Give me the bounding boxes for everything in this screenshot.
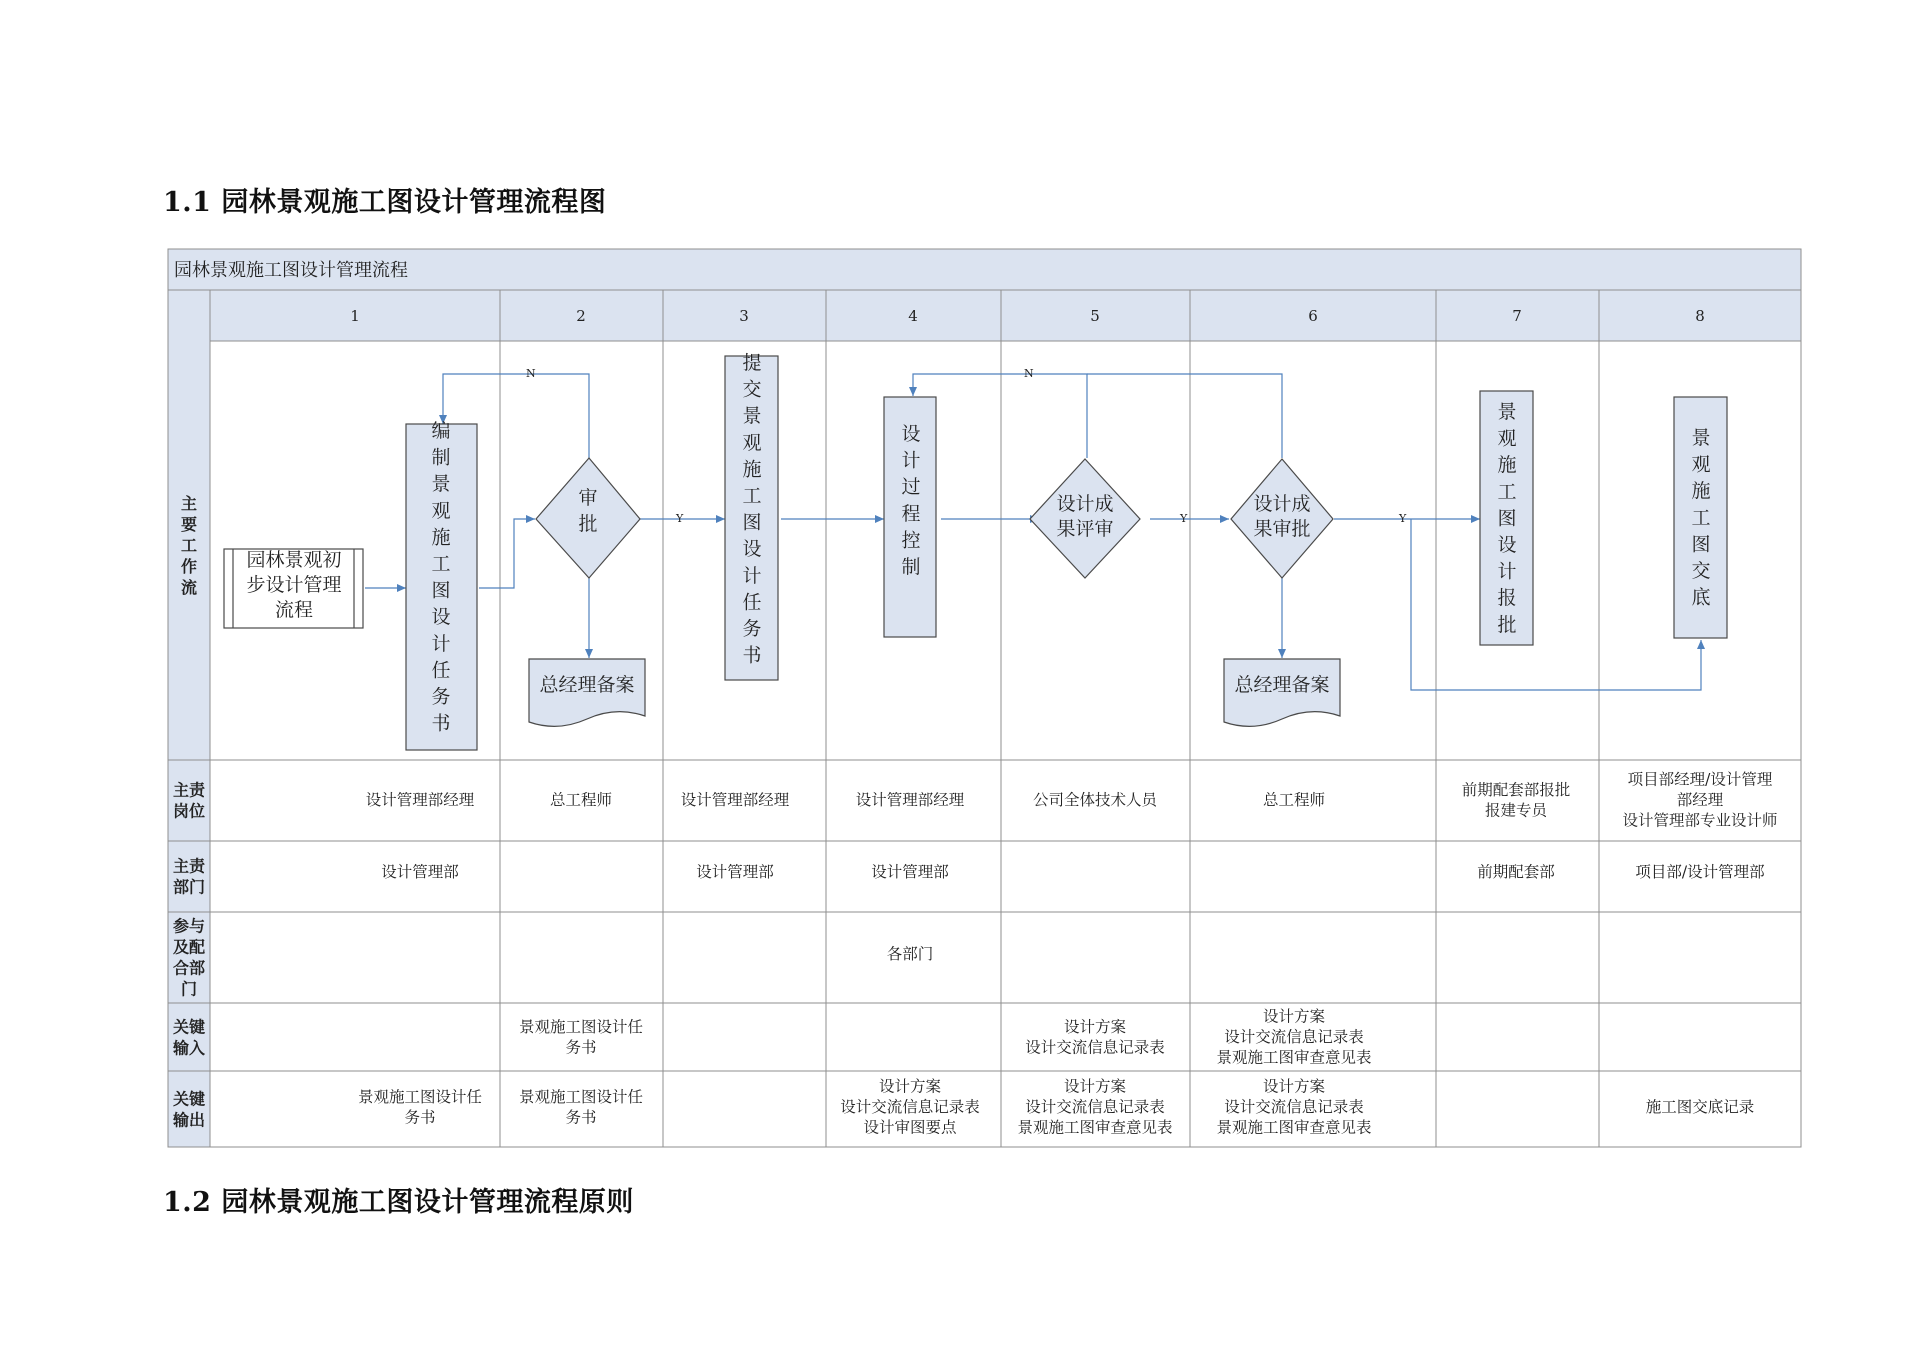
column-number-7: 7 — [1512, 307, 1522, 325]
dept-cell-7: 前期配套部 — [1477, 863, 1555, 881]
vertical-char: 批 — [1497, 613, 1517, 636]
column-number-6: 6 — [1308, 307, 1318, 325]
vertical-char: 计 — [742, 564, 762, 587]
connector-approve-reject — [1087, 374, 1282, 458]
column-number-8: 8 — [1695, 307, 1705, 325]
handover-box — [1674, 397, 1727, 638]
report-approval-label — [1497, 401, 1516, 636]
compile-task-box — [406, 420, 477, 750]
output-cell-8: 施工图交底记录 — [1645, 1098, 1755, 1116]
vertical-char: 图 — [1691, 533, 1711, 556]
vertical-char: 景 — [1691, 427, 1711, 449]
vertical-char: 提 — [742, 352, 762, 374]
row-label-output: 关键输出 — [172, 1089, 206, 1130]
approve-line-1: 审 — [578, 487, 598, 509]
row-label-dept: 主责部门 — [172, 856, 206, 897]
gm-file-1-label: 总经理备案 — [539, 674, 635, 696]
approve-line-2: 批 — [578, 513, 598, 535]
handover-label — [1691, 427, 1710, 609]
input-cell-2: 景观施工图设计任务书 — [518, 1017, 644, 1057]
connector-approve-to-handover — [1411, 519, 1701, 690]
column-number-5: 5 — [1090, 307, 1100, 325]
table-title: 园林景观施工图设计管理流程 — [174, 260, 408, 281]
vertical-char: 景 — [431, 473, 451, 496]
output-cell-2: 景观施工图设计任务书 — [518, 1087, 644, 1127]
post-cell-3: 设计管理部经理 — [680, 791, 790, 809]
column-number-1: 1 — [350, 307, 360, 325]
section-heading-1-2: 1.2 园林景观施工图设计管理流程原则 — [163, 1187, 634, 1218]
vertical-char: 观 — [742, 431, 762, 454]
column-number-header — [210, 290, 1801, 341]
vertical-char: 务 — [431, 686, 451, 708]
output-cell-4: 设计方案设计交流信息记录表设计审图要点 — [840, 1077, 980, 1137]
review-approve-line-2: 果审批 — [1253, 518, 1311, 540]
review-approve-decision — [1231, 459, 1333, 578]
post-cell-5: 公司全体技术人员 — [1032, 791, 1158, 809]
vertical-char: 观 — [1497, 427, 1517, 450]
report-approval-box — [1480, 391, 1533, 645]
vertical-char: 观 — [1691, 453, 1711, 476]
vertical-char: 设 — [742, 538, 762, 561]
review-line-2: 果评审 — [1056, 518, 1114, 540]
label-no-2: N — [1024, 367, 1034, 380]
label-yes-3: Y — [1399, 512, 1407, 525]
vertical-char: 设 — [901, 423, 921, 445]
label-no-1: N — [526, 367, 536, 380]
process-control-box — [884, 397, 936, 637]
dept-cell-3: 设计管理部 — [696, 863, 774, 881]
dept-cell-8: 项目部/设计管理部 — [1635, 863, 1765, 881]
vertical-char: 工 — [742, 485, 762, 507]
vertical-char: 图 — [1497, 507, 1517, 530]
column-number-2: 2 — [576, 307, 586, 325]
vertical-char: 程 — [901, 502, 921, 525]
section-heading-1-1: 1.1 园林景观施工图设计管理流程图 — [163, 187, 607, 218]
vertical-char: 设 — [431, 606, 451, 629]
output-cell-1: 景观施工图设计任务书 — [357, 1087, 483, 1127]
vertical-char: 景 — [1497, 401, 1517, 423]
vertical-char: 计 — [1497, 560, 1517, 583]
post-cell-1: 设计管理部经理 — [365, 791, 475, 809]
label-yes-1: Y — [676, 512, 684, 525]
label-yes-2: Y — [1180, 512, 1188, 525]
vertical-char: 计 — [431, 632, 451, 655]
vertical-char: 工 — [1691, 506, 1711, 529]
vertical-char: 施 — [431, 526, 451, 549]
submit-task-box — [725, 352, 778, 680]
vertical-char: 施 — [1497, 454, 1517, 477]
post-cell-2: 总工程师 — [549, 791, 613, 809]
vertical-char: 施 — [1691, 480, 1711, 503]
vertical-char: 观 — [431, 499, 451, 522]
vertical-char: 图 — [742, 511, 762, 534]
input-cell-5: 设计方案设计交流信息记录表 — [1025, 1017, 1165, 1057]
vertical-char: 设 — [1497, 534, 1517, 556]
vertical-char: 报 — [1497, 587, 1517, 610]
vertical-char: 书 — [431, 712, 451, 735]
vertical-char: 工 — [431, 553, 451, 575]
start-process-box — [224, 549, 363, 628]
review-decision — [1030, 459, 1140, 578]
participants-cell-4: 各部门 — [886, 945, 934, 963]
vertical-char: 底 — [1691, 586, 1711, 609]
vertical-char: 任 — [742, 591, 762, 614]
vertical-char: 编 — [431, 420, 451, 442]
vertical-char: 书 — [742, 644, 762, 667]
post-cell-6: 总工程师 — [1262, 791, 1326, 809]
vertical-char: 交 — [742, 378, 762, 401]
dept-cell-4: 设计管理部 — [871, 863, 949, 881]
column-number-4: 4 — [908, 307, 918, 325]
start-line-3: 流程 — [274, 599, 314, 621]
vertical-char: 任 — [431, 659, 451, 682]
row-label-participants: 参与及配合部门 — [172, 916, 206, 999]
start-line-2: 步设计管理 — [246, 574, 342, 596]
vertical-char: 过 — [901, 476, 921, 499]
gm-file-2-label: 总经理备案 — [1234, 674, 1330, 696]
row-label-input: 关键输入 — [172, 1017, 206, 1058]
review-line-1: 设计成 — [1056, 493, 1114, 515]
row-label-post: 主责岗位 — [172, 780, 206, 821]
vertical-char: 景 — [742, 405, 762, 428]
post-cell-7: 前期配套部报批报建专员 — [1461, 780, 1571, 820]
vertical-char: 交 — [1691, 560, 1711, 582]
vertical-char: 制 — [901, 556, 921, 578]
vertical-char: 务 — [742, 618, 762, 640]
column-number-3: 3 — [739, 307, 749, 325]
vertical-char: 图 — [431, 579, 451, 602]
vertical-char: 控 — [901, 529, 921, 552]
input-cell-6: 设计方案设计交流信息记录表景观施工图审查意见表 — [1216, 1007, 1372, 1067]
output-cell-5: 设计方案设计交流信息记录表景观施工图审查意见表 — [1017, 1077, 1173, 1137]
gm-file-document-2 — [1224, 659, 1340, 726]
gm-file-document-1 — [529, 659, 645, 726]
post-cell-4: 设计管理部经理 — [855, 791, 965, 809]
output-cell-6: 设计方案设计交流信息记录表景观施工图审查意见表 — [1216, 1077, 1372, 1137]
vertical-char: 工 — [1497, 480, 1517, 503]
dept-cell-1: 设计管理部 — [381, 863, 459, 881]
connector-compile-to-approve — [479, 519, 535, 588]
start-line-1: 园林景观初 — [246, 549, 342, 571]
vertical-char: 制 — [431, 446, 451, 469]
review-approve-line-1: 设计成 — [1253, 493, 1311, 515]
approve-decision — [536, 458, 640, 578]
table-title-bar — [168, 249, 1801, 290]
row-label-main-flow: 主要工作流 — [180, 494, 198, 597]
vertical-char: 施 — [742, 458, 762, 481]
post-cell-8: 项目部经理/设计管理部经理设计管理部专业设计师 — [1622, 770, 1778, 830]
connector-review-reject — [913, 374, 1087, 458]
vertical-char: 计 — [901, 449, 921, 472]
